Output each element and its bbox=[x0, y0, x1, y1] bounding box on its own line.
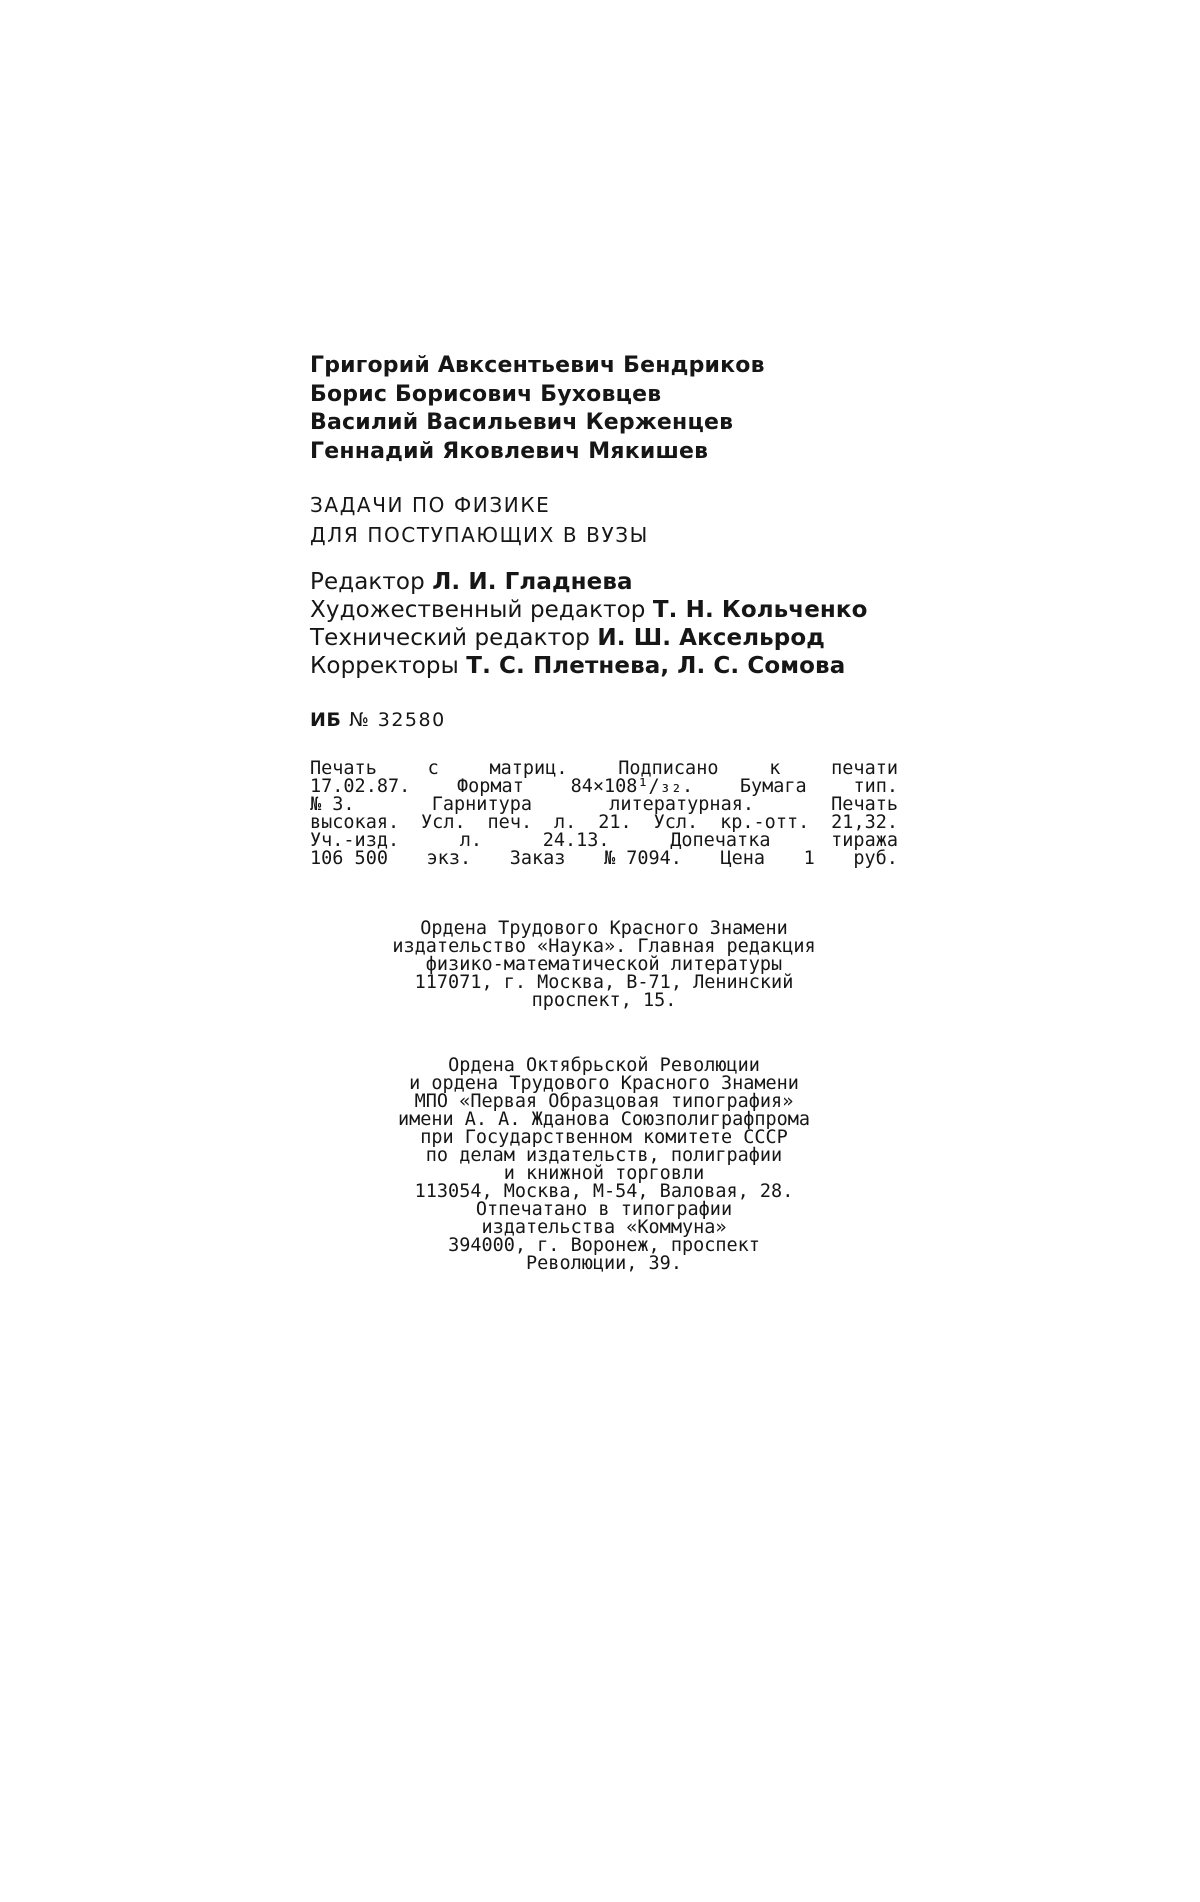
imprint-word: Гарнитура bbox=[431, 794, 532, 815]
ib-value: № 32580 bbox=[348, 709, 446, 731]
imprint-line bbox=[310, 850, 898, 868]
publisher-line: проспект, 15. bbox=[531, 990, 677, 1011]
imprint-line bbox=[310, 778, 898, 796]
imprint-word: Формат bbox=[457, 776, 524, 797]
imprint-word: Цена bbox=[720, 848, 766, 869]
imprint-word: Усл. bbox=[653, 812, 699, 833]
printer-line: Отпечатано в типографии bbox=[475, 1199, 733, 1220]
editor-line bbox=[310, 568, 890, 596]
printer-line: и ордена Трудового Красного Знамени bbox=[409, 1073, 799, 1094]
editor-name: Т. С. Плетнева, Л. С. Сомова bbox=[466, 653, 846, 679]
imprint-word: Бумага bbox=[739, 776, 807, 797]
publisher-line: Ордена Трудового Красного Знамени bbox=[420, 918, 788, 939]
printer-info bbox=[310, 1057, 898, 1273]
imprint-word: Уч.-изд. bbox=[310, 830, 400, 851]
imprint-word: № 7094. bbox=[603, 848, 682, 869]
author-name: Борис Борисович Буховцев bbox=[310, 381, 662, 407]
imprint-word: 17.02.87. bbox=[310, 776, 411, 797]
publisher-line: физико-математической литературы bbox=[425, 954, 783, 975]
imprint-word: печ. bbox=[487, 812, 533, 833]
editor-name: И. Ш. Аксельрод bbox=[597, 625, 825, 651]
publisher-line: издательство «Наука». Главная редакция bbox=[392, 936, 816, 957]
editor-name: Т. Н. Кольченко bbox=[652, 597, 868, 623]
printer-line: имени А. А. Жданова Союзполиграфпрома bbox=[397, 1109, 811, 1130]
book-title bbox=[310, 490, 890, 550]
printer-line: при Государственном комитете СССР bbox=[420, 1127, 788, 1148]
imprint-word: 21. bbox=[598, 812, 632, 833]
editor-line bbox=[310, 596, 890, 624]
editors-list bbox=[310, 568, 890, 680]
imprint-word: 106 500 bbox=[310, 848, 388, 869]
imprint-word: 84×108¹/₃₂. bbox=[570, 776, 694, 797]
publisher-info bbox=[310, 920, 898, 1010]
imprint-word: литературная. bbox=[609, 794, 754, 815]
print-details bbox=[310, 760, 898, 868]
imprint-word: тип. bbox=[853, 776, 898, 797]
publisher-line: 117071, г. Москва, В-71, Ленинский bbox=[414, 972, 794, 993]
editor-role: Технический редактор bbox=[310, 625, 590, 651]
imprint-word: л. bbox=[459, 830, 483, 851]
author-name: Григорий Авксентьевич Бендриков bbox=[310, 353, 765, 378]
printer-line: Революции, 39. bbox=[526, 1253, 682, 1274]
imprint-word: л. bbox=[554, 812, 577, 833]
printer-line: по делам издательств, полиграфии bbox=[425, 1145, 783, 1166]
editor-role: Редактор bbox=[310, 569, 425, 595]
imprint-word: высокая. bbox=[310, 812, 400, 833]
editor-role: Художественный редактор bbox=[310, 597, 646, 623]
printer-line: издательства «Коммуна» bbox=[481, 1217, 727, 1238]
imprint-word: к bbox=[769, 758, 781, 779]
editor-role: Корректоры bbox=[310, 653, 459, 679]
printer-line: 113054, Москва, М-54, Валовая, 28. bbox=[414, 1181, 794, 1202]
imprint-word: Печать bbox=[310, 758, 377, 779]
imprint-word: Печать bbox=[831, 794, 898, 815]
title-line: ДЛЯ ПОСТУПАЮЩИХ В ВУЗЫ bbox=[310, 523, 649, 547]
ib-label: ИБ bbox=[310, 709, 342, 731]
ib-number bbox=[310, 708, 890, 732]
imprint-word: 1 bbox=[803, 848, 815, 869]
imprint-word: тиража bbox=[831, 830, 898, 851]
imprint-word: с bbox=[427, 758, 439, 779]
editor-line bbox=[310, 652, 890, 680]
printer-line: МПО «Первая Образцовая типография» bbox=[414, 1091, 794, 1112]
imprint-word: печати bbox=[831, 758, 898, 779]
printer-line: 394000, г. Воронеж, проспект bbox=[448, 1235, 760, 1256]
imprint-word: руб. bbox=[853, 848, 898, 869]
imprint-word: Заказ bbox=[509, 848, 566, 869]
imprint-word: 21,32. bbox=[831, 812, 898, 833]
printer-line: Ордена Октябрьской Революции bbox=[448, 1055, 760, 1076]
imprint-word: кр.-отт. bbox=[720, 812, 810, 833]
imprint-word: Усл. bbox=[421, 812, 466, 833]
author-name: Василий Васильевич Керженцев bbox=[310, 410, 734, 435]
imprint-word: 24.13. bbox=[542, 830, 610, 851]
title-line: ЗАДАЧИ ПО ФИЗИКЕ bbox=[310, 493, 551, 517]
imprint-word: № 3. bbox=[310, 794, 355, 815]
authors-list bbox=[310, 352, 890, 466]
imprint-word: экз. bbox=[426, 848, 472, 869]
imprint-word: Подписано bbox=[618, 758, 719, 779]
printer-line: и книжной торговли bbox=[503, 1163, 705, 1184]
author-name: Геннадий Яковлевич Мякишев bbox=[310, 438, 709, 464]
editor-name: Л. И. Гладнева bbox=[432, 569, 633, 595]
editor-line bbox=[310, 624, 890, 652]
imprint-word: матриц. bbox=[489, 758, 568, 779]
imprint-word: Допечатка bbox=[670, 830, 771, 851]
